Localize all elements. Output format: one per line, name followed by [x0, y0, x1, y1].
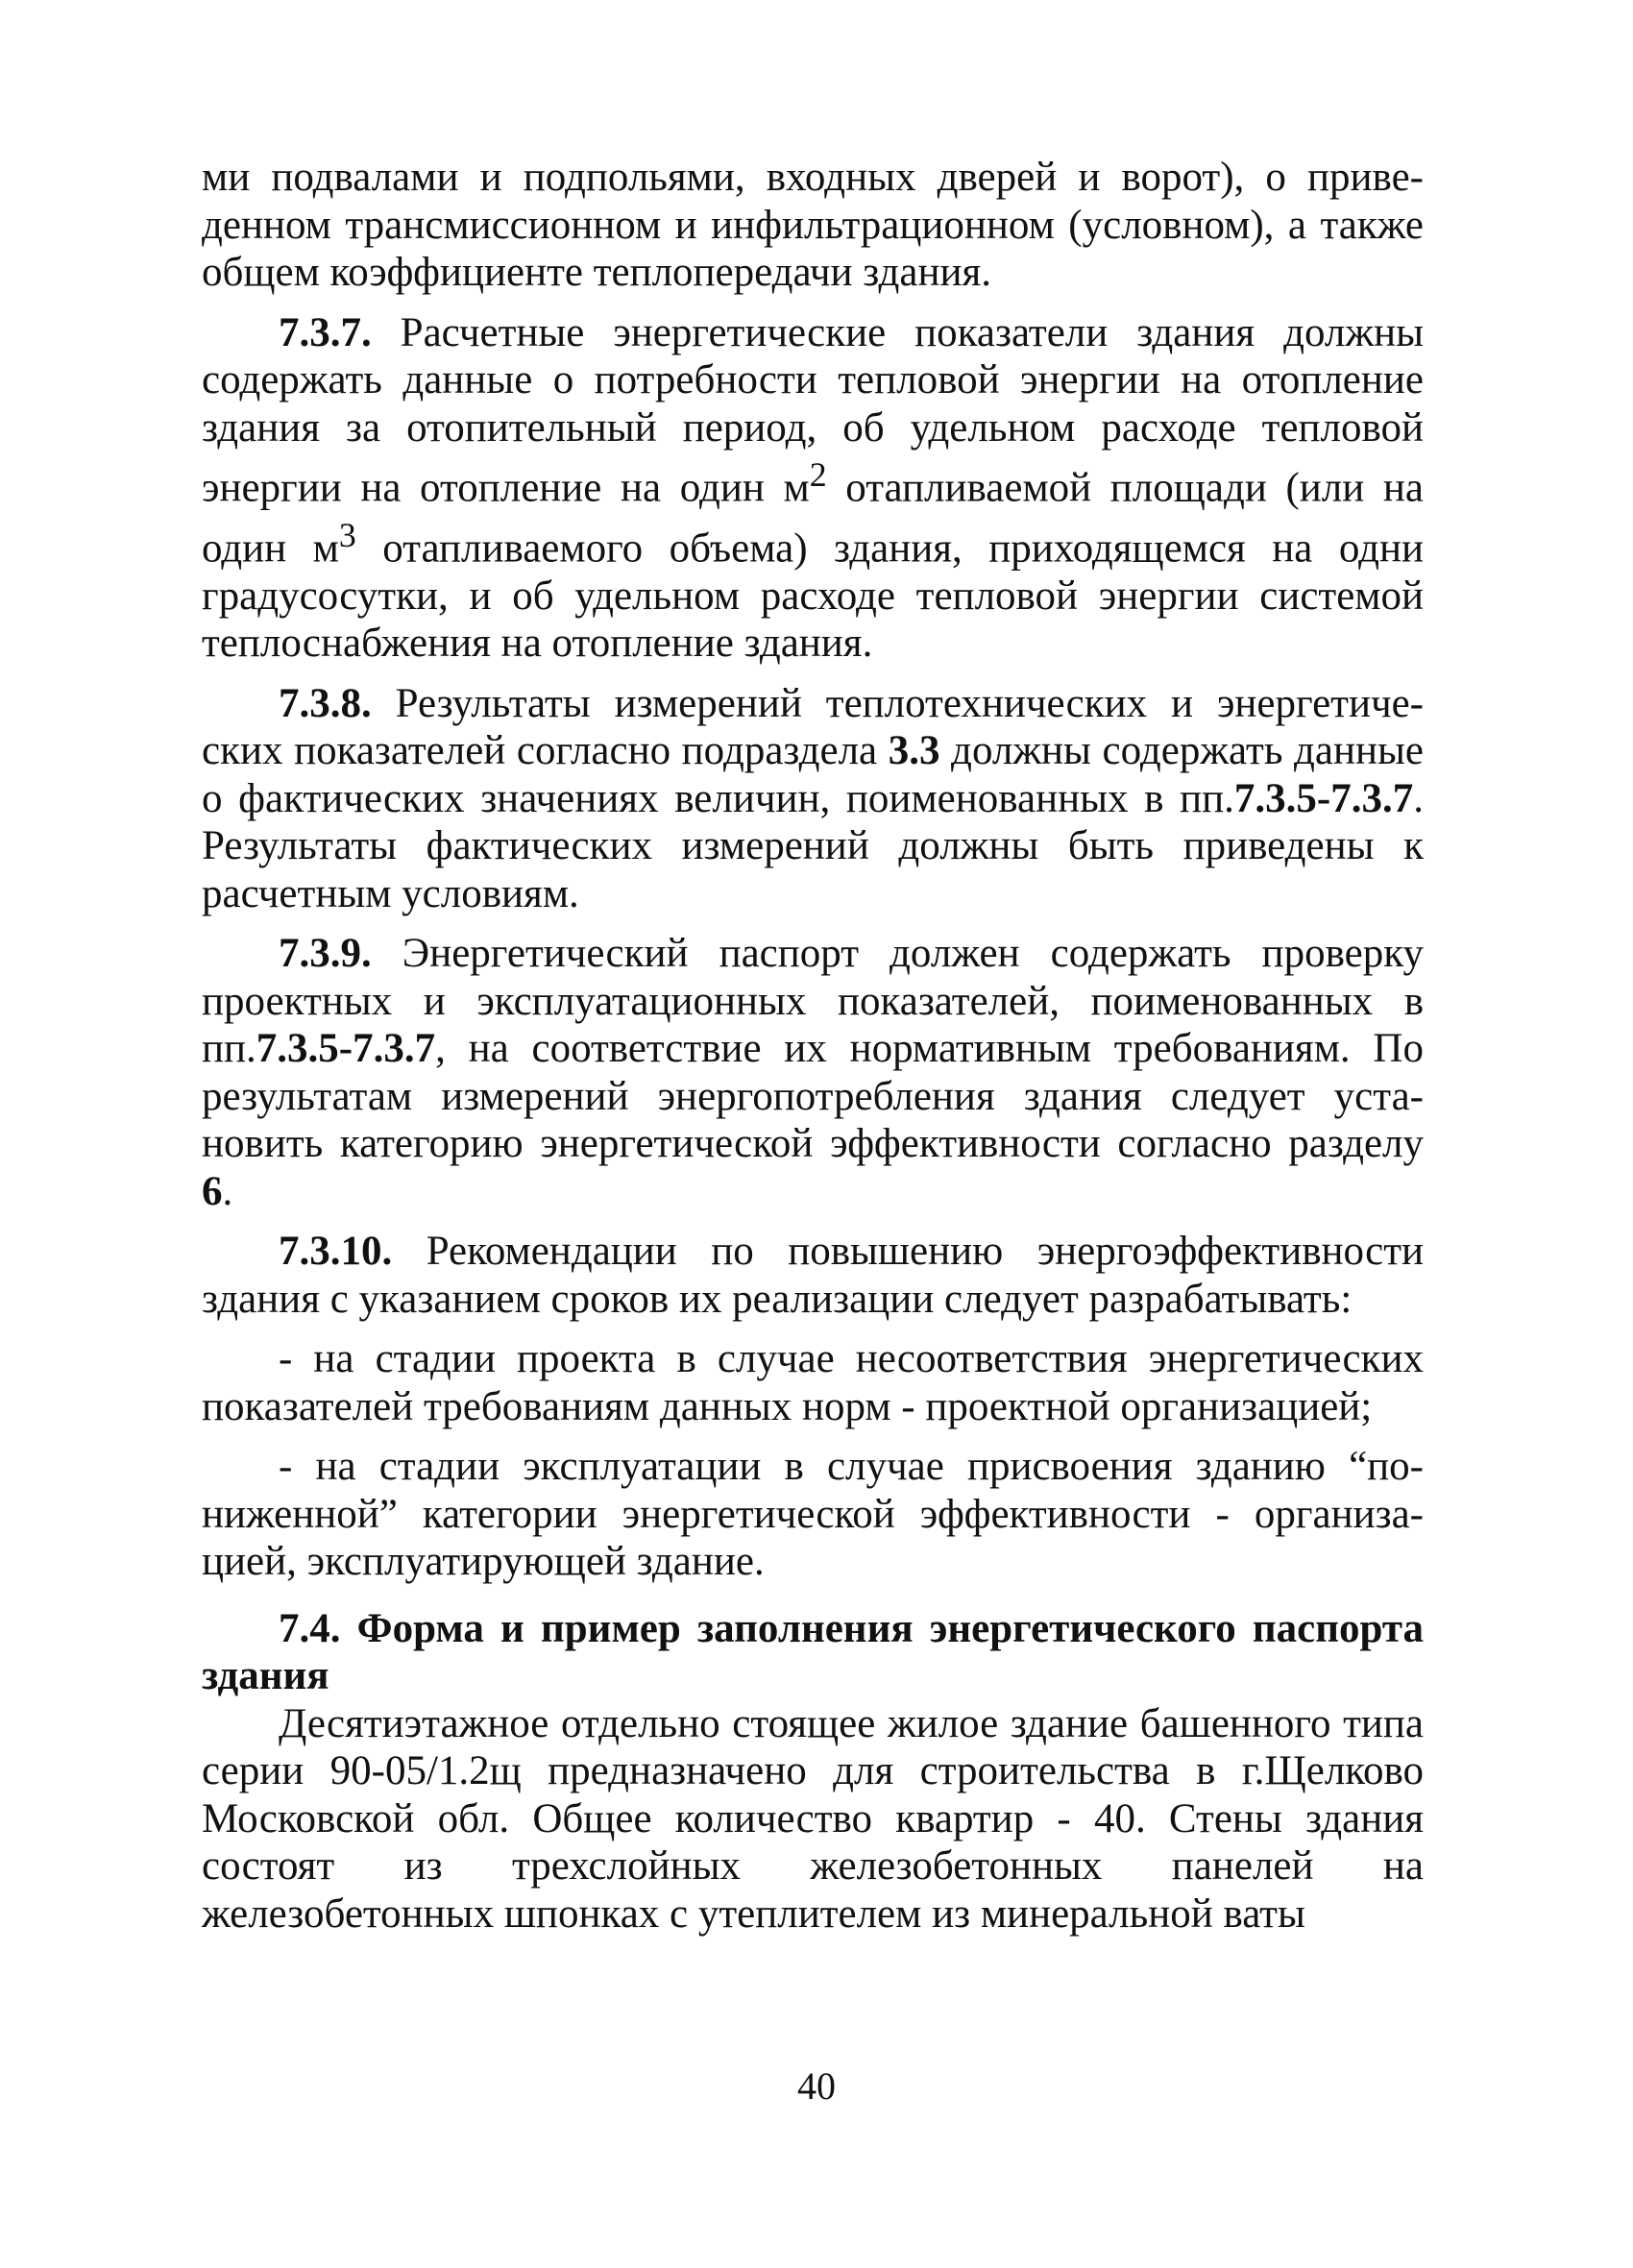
section-reference: 3.3 — [888, 728, 940, 774]
paragraph-text: . Результаты фактических измерений должны быть приведены к расчетным условиям. — [202, 775, 1424, 916]
paragraph-example: Десятиэтажное отдельно стоящее жилое здание башенного типа серии 90-05/1.2щ предназначено для строительства в г.Щелково Московской обл. Общее количество квартир - 40. Стены здания состоят из трехслойных железобетонных панелей на железобетонных шпонках с утеплителем из минеральной ваты — [202, 1700, 1424, 1937]
superscript: 3 — [338, 515, 356, 554]
paragraph-text: Расчетные энергетические показатели здания должны содержать данные о потребности тепловой энергии на отопление здания за отопительный период, об удельном расходе тепловой энергии на отопление на один м — [202, 309, 1424, 511]
clause-number: 7.3.9. — [279, 931, 372, 977]
paragraph-7-3-7 — [202, 309, 1424, 668]
page-number: 40 — [797, 2064, 836, 2108]
paragraph-text: должны содержать данные о фактических значениях величин, поименованных в пп. — [202, 728, 1424, 821]
section-reference: 7.3.5-7.3.7 — [1233, 775, 1414, 821]
section-reference: 7.3.5-7.3.7 — [256, 1026, 436, 1072]
body-text — [202, 154, 1424, 1938]
section-reference: 6 — [202, 1168, 223, 1214]
superscript: 2 — [809, 455, 827, 494]
paragraph-text: Результаты измерений теплотехнических и энергетических показателей согласно подраздела — [202, 680, 1424, 774]
paragraph-7-3-10 — [202, 1228, 1424, 1323]
paragraph-7-3-9 — [202, 930, 1424, 1215]
paragraph-text: отапливаемого объема) здания, приходящемся на одни градусосутки, и об удельном расходе тепловой энергии системой теплоснабжения на отопление здания. — [202, 525, 1424, 667]
clause-number: 7.3.8. — [279, 680, 372, 726]
clause-number: 7.3.7. — [279, 309, 372, 355]
section-heading-7-4: 7.4. Форма и пример заполнения энергетического паспорта здания — [202, 1605, 1424, 1699]
paragraph-7-3-8 — [202, 680, 1424, 918]
paragraph-text: Рекомендации по повышению энергоэффективности здания с указанием сроков их реализации следует разрабатывать: — [202, 1229, 1424, 1322]
paragraph-text: , на соответствие их нормативным требованиям. По результатам измерений энергопотребления здания следует установить категорию энергетической эффективности согласно разделу — [202, 1026, 1424, 1167]
paragraph-continuation: ми подвалами и подпольями, входных дверей и ворот), о приведенном трансмиссионном и инфильтрационном (условном), а также общем коэффициенте теплопередачи здания. — [202, 155, 1424, 295]
paragraph-text: Энергетический паспорт должен содержать проверку проектных и эксплуатационных показателей, поименованных в пп. — [202, 931, 1424, 1072]
list-item-design-stage: - на стадии проекта в случае несоответствия энергетических показателей требованиям данных норм - проектной организацией; — [202, 1336, 1424, 1429]
clause-number: 7.3.10. — [279, 1229, 393, 1275]
paragraph-text: отапливаемой площади (или на один м — [202, 465, 1424, 572]
paragraph-text: . — [222, 1168, 233, 1214]
list-item-operation-stage: - на стадии эксплуатации в случае присвоения зданию “пониженной” категории энергетической эффективности - организацией, эксплуатирующей здание. — [202, 1444, 1424, 1585]
